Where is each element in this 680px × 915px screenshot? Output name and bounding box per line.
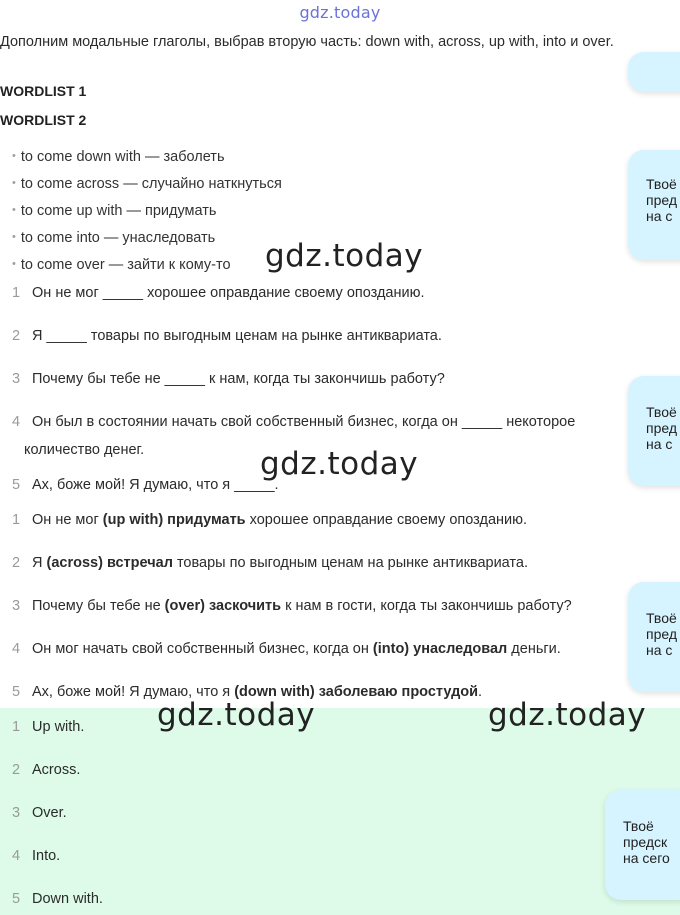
exercise-item: 2 Я _____ товары по выгодным ценам на рынке антиквариата. [12, 328, 442, 344]
bullet-dot-icon: • [12, 258, 16, 270]
chat-bubble[interactable]: Твоё предск на сего [605, 790, 680, 900]
chat-bubble[interactable]: Твоё пред на с [628, 150, 680, 260]
chat-bubble[interactable]: Твоё пред на с [628, 376, 680, 486]
watermark: gdz.today [265, 238, 424, 274]
translation-item: 5 Ах, боже мой! Я думаю, что я (down with) заболеваю простудой. [12, 684, 483, 700]
bullet-dot-icon: • [12, 204, 16, 216]
wordlist-1-heading: WORDLIST 1 [0, 83, 87, 99]
exercise-item: 4 Он был в состоянии начать свой собственный бизнес, когда он _____ некоторое [12, 414, 576, 430]
site-watermark-top: gdz.today [299, 3, 381, 22]
bullet-dot-icon: • [12, 231, 16, 243]
task-intro: Дополним модальные глаголы, выбрав вторую часть: down with, across, up with, into и over. [0, 34, 614, 50]
translation-item: 2 Я (across) встречал товары по выгодным ценам на рынке антиквариата. [12, 555, 528, 571]
wordlist-item: • to come over — зайти к кому-то [12, 257, 231, 273]
chat-bubble[interactable]: Твоё пред на с [628, 582, 680, 692]
chat-bubble[interactable] [628, 52, 680, 92]
bullet-dot-icon: • [12, 177, 16, 189]
answer-item: 5 Down with. [12, 891, 103, 907]
exercise-item: 5 Ах, боже мой! Я думаю, что я _____. [12, 477, 279, 493]
watermark: gdz.today [260, 446, 419, 482]
translation-item: 1 Он не мог (up with) придумать хорошее оправдание своему опозданию. [12, 512, 528, 528]
exercise-item: 3 Почему бы тебе не _____ к нам, когда ты закончишь работу? [12, 371, 445, 387]
wordlist-item: • to come into — унаследовать [12, 230, 216, 246]
watermark: gdz.today [488, 697, 647, 733]
wordlist-item: • to come down with — заболеть [12, 149, 225, 165]
bullet-dot-icon: • [12, 150, 16, 162]
wordlist-2-heading: WORDLIST 2 [0, 112, 87, 128]
wordlist-item: • to come across — случайно наткнуться [12, 176, 282, 192]
watermark: gdz.today [157, 697, 316, 733]
answer-item: 2 Across. [12, 762, 81, 778]
translation-item: 4 Он мог начать свой собственный бизнес, когда он (into) унаследовал деньги. [12, 641, 561, 657]
answer-item: 3 Over. [12, 805, 67, 821]
exercise-item: 1 Он не мог _____ хорошее оправдание своему опозданию. [12, 285, 425, 301]
wordlist-item: • to come up with — придумать [12, 203, 217, 219]
exercise-item-continuation: количество денег. [24, 442, 145, 458]
answer-item: 1 Up with. [12, 719, 85, 735]
translation-item: 3 Почему бы тебе не (over) заскочить к нам в гости, когда ты закончишь работу? [12, 598, 572, 614]
answer-item: 4 Into. [12, 848, 61, 864]
